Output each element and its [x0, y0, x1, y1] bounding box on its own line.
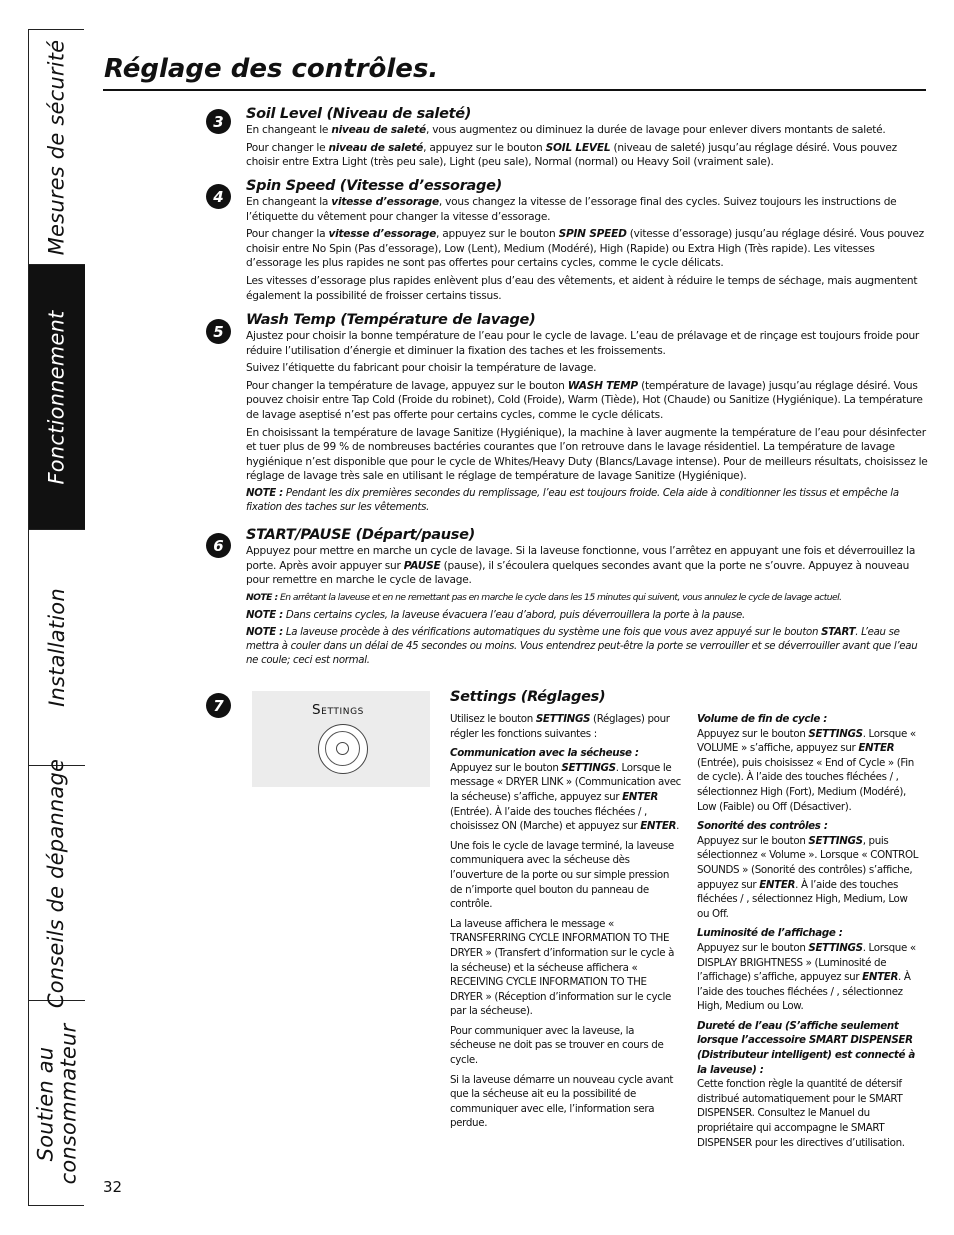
paragraph: Appuyez sur le bouton SETTINGS, puis sélectionnez « Volume ». Lorsque « CONTROL SOUNDS » (Sonorité des contrôles) s’affiche, appuyez sur ENTER. À l’aide des touches fléchées / , sélectionnez High, Medium, Low ou Off. — [697, 834, 919, 920]
note: NOTE : Pendant les dix premières secondes du remplissage, l’eau est toujours froide. Cela aide à conditionner les tissus et empêche la fixation des taches sur les vêtements. — [246, 487, 899, 513]
paragraph: Appuyez sur le bouton SETTINGS. Lorsque le message « DRYER LINK » (Communication avec la sécheuse) s’affiche, appuyez sur ENTER (Entrée). À l’aide des touches fléchées / , choisissez ON (Marche) et appuyez sur ENTER. — [450, 761, 681, 833]
section-heading: Spin Speed (Vitesse d’essorage) — [246, 178, 502, 194]
section-heading: Soil Level (Niveau de saleté) — [246, 106, 472, 122]
settings-panel-illustration — [252, 691, 430, 787]
settings-column-left — [450, 712, 682, 1136]
paragraph: Ajustez pour choisir la bonne température de l’eau pour le cycle de lavage. L’eau de prélavage et de rinçage est toujours froide pour réduire l’utilisation d’énergie et diminuer la fixation des taches et les froissements. — [246, 330, 920, 357]
section-soil-level — [246, 106, 928, 173]
subheading: Luminosité de l’affichage : — [697, 927, 843, 940]
tab-label: Conseils de dépannage — [44, 758, 69, 1008]
paragraph: Appuyez sur le bouton SETTINGS. Lorsque « VOLUME » s’affiche, appuyez sur ENTER (Entrée), puis choisissez « End of Cycle » (Fin de cycle). À l’aide des touches fléchées / , sélectionnez High (Fort), Medium (Modéré), Low (Faible) ou Off (Désactiver). — [697, 727, 916, 813]
step-number-badge: 3 — [206, 109, 231, 134]
step-number-badge: 5 — [206, 319, 231, 344]
step-number-badge: 6 — [206, 533, 231, 558]
tab-label — [34, 1024, 80, 1185]
section-heading: Settings (Réglages) — [450, 689, 606, 705]
tab-conseils-de-depannage[interactable] — [29, 758, 85, 1008]
settings-column-right — [697, 712, 922, 1155]
section-wash-temp — [246, 312, 928, 519]
paragraph: Les vitesses d’essorage plus rapides enlèvent plus d’eau des vêtements, et aident à réduire le temps de séchage, mais augmentent également la possibilité de froisser certains tissus. — [246, 274, 918, 302]
paragraph: Pour changer la température de lavage, appuyez sur le bouton WASH TEMP (température de lavage) jusqu’au réglage désiré. Vous pouvez choisir entre Tap Cold (Froide du robinet), Cold (Froide), Warm (Tiède), Hot (Chaude) ou Sanitize (Hygiénique). La température de lavage aseptisé n’est pas offerte pour certains cycles, comme le cycle délicats. — [246, 379, 923, 421]
tab-installation[interactable] — [29, 530, 85, 766]
paragraph: Appuyez sur le bouton SETTINGS. Lorsque « DISPLAY BRIGHTNESS » (Luminosité de l’affichage) s’affiche, appuyez sur ENTER. À l’aide des touches fléchées / , sélectionnez High, Medium ou Low. — [697, 941, 916, 1013]
subheading: Dureté de l’eau (S’affiche seulement lorsque l’accessoire SMART DISPENSER (Distributeur intelligent) est connecté à la laveuse) : — [697, 1019, 915, 1076]
paragraph: Appuyez pour mettre en marche un cycle de lavage. Si la laveuse fonctionne, vous l’arrêtez en appuyant une fois et déverrouillez la porte. Après avoir appuyer sur PAUSE (pause), il s’écoulera quelques secondes avant que la porte ne s’ouvre. Appuyez à nouveau pour remettre en marche le cycle de lavage. — [246, 545, 916, 587]
paragraph: Si la laveuse démarre un nouveau cycle avant que la sécheuse ait eu la possibilité de communiquer avec elle, l’information sera perdue. — [450, 1073, 674, 1130]
paragraph: Pour changer le niveau de saleté, appuyez sur le bouton SOIL LEVEL (niveau de saleté) jusqu’au réglage désiré. Vous pouvez choisir entre Extra Light (très peu sale), Light (peu sale), Normal (normal) ou Heavy Soil (vraiment sale). — [246, 141, 897, 169]
tab-mesures-de-securite[interactable] — [29, 30, 85, 265]
step-number-badge: 4 — [206, 184, 231, 209]
section-sidebar — [28, 29, 84, 1206]
paragraph: La laveuse affichera le message « TRANSFERRING CYCLE INFORMATION TO THE DRYER » (Transfert d’information sur le cycle à la sécheuse) et la sécheuse affichera « RECEIVING CYCLE INFORMATION TO THE DRYER » (Réception d’information sur le cycle par la sécheuse). — [450, 917, 675, 1018]
tab-label-line2: consommateur — [56, 1023, 80, 1185]
section-heading: START/PAUSE (Départ/pause) — [246, 527, 475, 543]
settings-panel-label: Settings — [312, 702, 364, 718]
subheading: Volume de fin de cycle : — [697, 713, 827, 725]
paragraph: Pour communiquer avec la laveuse, la sécheuse ne doit pas se trouver en cours de cycle. — [450, 1024, 664, 1067]
section-heading: Wash Temp (Température de lavage) — [246, 312, 536, 328]
paragraph: En changeant la vitesse d’essorage, vous changez la vitesse de l’essorage final des cycles. Suivez toujours les instructions de l’étiquette du vêtement pour changer la vitesse d’essorage. — [246, 196, 897, 223]
paragraph: En changeant le niveau de saleté, vous augmentez ou diminuez la durée de lavage pour enlever divers montants de saleté. — [246, 124, 886, 136]
subheading: Sonorité des contrôles : — [697, 820, 828, 833]
tab-label-line1: Soutien au — [33, 1046, 57, 1162]
subheading: Communication avec la sécheuse : — [450, 747, 639, 760]
paragraph: Cette fonction règle la quantité de détersif distribué automatiquement pour le SMART DISPENSER. Consultez le Manuel du propriétaire qui accompagne le SMART DISPENSER pour les directives d’utilisation. — [697, 1078, 905, 1149]
note: NOTE : Dans certains cycles, la laveuse évacuera l’eau d’abord, puis déverrouillera la porte à la pause. — [246, 609, 745, 621]
section-spin-speed — [246, 178, 928, 306]
paragraph: Utilisez le bouton SETTINGS (Réglages) pour régler les fonctions suivantes : — [450, 713, 670, 740]
page-number: 32 — [103, 1178, 123, 1196]
settings-knob-icon — [318, 724, 368, 774]
tab-label: Fonctionnement — [44, 310, 69, 484]
tab-fonctionnement[interactable] — [29, 265, 85, 530]
step-number-badge: 7 — [206, 693, 231, 718]
title-divider — [103, 89, 926, 91]
tab-soutien-au-consommateur[interactable] — [29, 1001, 85, 1207]
tab-label: Installation — [44, 588, 69, 707]
paragraph: Suivez l’étiquette du fabricant pour choisir la température de lavage. — [246, 362, 597, 375]
page-title: Réglage des contrôles. — [104, 54, 439, 84]
tab-label: Mesures de sécurité — [44, 39, 69, 255]
note: NOTE : La laveuse procède à des vérifications automatiques du système une fois que vous avez appuyé sur le bouton START. L’eau se mettra à couler dans un délai de 45 secondes ou moins. Vous entendrez peut-être la porte se verrouiller et se déverrouiller avant que l’eau ne coule; ceci est normal. — [246, 627, 918, 666]
paragraph: Pour changer la vitesse d’essorage, appuyez sur le bouton SPIN SPEED (vitesse d’essorage) jusqu’au réglage désiré. Vous pouvez choisir entre No Spin (Pas d’essorage), Low (Lent), Medium (Modéré), High (Rapide) ou Extra High (Très rapide). Les vitesses d’essorage les plus rapides ne sont pas offertes pour certains cycles, comme le cycle délicats. — [246, 228, 924, 270]
note: NOTE : En arrêtant la laveuse et en ne remettant pas en marche le cycle dans les 15 minutes qui suivent, vous annulez le cycle de lavage actuel. — [246, 591, 842, 603]
paragraph: Une fois le cycle de lavage terminé, la laveuse communiquera avec la sécheuse dès l’ouverture de la porte ou sur simple pression de n’importe quel bouton du panneau de contrôle. — [450, 839, 674, 911]
section-start-pause — [246, 527, 928, 672]
paragraph: En choisissant la température de lavage Sanitize (Hygiénique), la machine à laver augmente la température de l’eau pour désinfecter et tuer plus de 99 % de nombreuses bactéries courantes que l’on retrouve dans le lavage résidentiel. La température de lavage hygiénique n’est disponible que pour le cycle de Whites/Heavy Duty (Blancs/Lavage intense). Pour de meilleurs résultats, choisissez le réglage de lavage très sale en utilisant le réglage de température de lavage Sanitize (Hygiénique). — [246, 426, 928, 483]
